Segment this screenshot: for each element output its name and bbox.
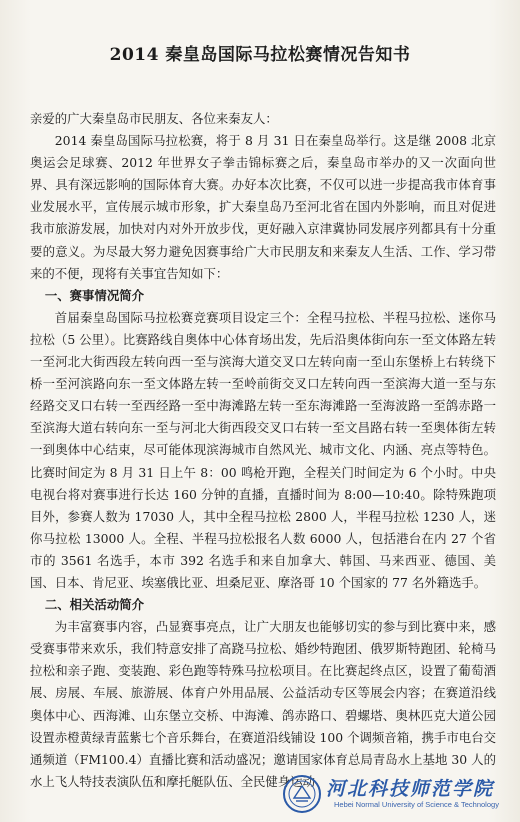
document-body [30, 108, 496, 793]
salutation: 亲爱的广大秦皇岛市民朋友、各位来秦友人： [30, 111, 278, 126]
university-seal-icon [282, 774, 322, 814]
intro-paragraph: 2014 秦皇岛国际马拉松赛，将于 8 月 31 日在秦皇岛举行。这是继 2008 北京奥运会足球赛、2012 年世界女子拳击锦标赛之后，秦皇岛市举办的又一次面向世界、具有深远影响的国际体育大赛。办好本次比赛，不仅可以进一步提高我市体育事业发展水平，宣传展示城市形象，扩大秦皇岛乃至河北省在国内外影响，而且对促进我市旅游发展，加快对内对外开放步伐，更好融入京津冀协同发展序列都具有十分重要的意义。为尽最大努力避免因赛事给广大市民朋友和来秦友人生活、工作、学习带来的不便，现将有关事宜告知如下： [30, 133, 496, 281]
document-title: 2014 秦皇岛国际马拉松赛情况告知书 [109, 45, 411, 65]
section-body-2: 为丰富赛事内容，凸显赛事亮点，让广大朋友也能够切实的参与到比赛中来，感受赛事带来欢乐，我们特意安排了高跷马拉松、婚纱特跑团、俄罗斯特跑团、轮椅马拉松和亲子跑、变装跑、彩色跑等特殊马拉松项目。在比赛起终点区，设置了葡萄酒展、房展、车展、旅游展、体育户外用品展、公益活动专区等展会内容；在赛道沿线奥体中心、西海滩、山东堡立交桥、中海滩、鸽赤路口、碧螺塔、奥林匹克大道公园设置赤橙黄绿青蓝紫七个音乐舞台，在赛道沿线铺设 100 个调频音箱，携手市电台交通频道（FM100.4）直播比赛和活动盛况；邀请国家体育总局青岛水上基地 30 人的水上飞人特技表演队伍和摩托艇队伍、全民健身运动 [30, 619, 496, 789]
university-name-cn: 河北科技师范学院 [326, 778, 495, 800]
section-body-1: 首届秦皇岛国际马拉松赛竞赛项目设定三个：全程马拉松、半程马拉松、迷你马拉松（5 公里）。比赛路线自奥体中心体育场出发，先后沿奥体街向东一至文体路左转一至河北大街西段左转向西一至与滨海大道交叉口左转向南一至山东堡桥上右转绕下桥一至河滨路向东一至文体路左转一至岭前街交叉口左转向西一至滨海大道一至与东经路交叉口右转一至西经路一至中海滩路左转一至东海滩路一至海波路一至鸽赤路一至滨海大道右转向东一至与河北大街西段交叉口右转一至文昌路右转一至奥体街左转一到奥体中心结束，尽可能体现滨海城市自然风光、城市文化、内涵、亮点等特色。比赛时间定为 8 月 31 日上午 8：00 鸣枪开跑，全程关门时间定为 6 个小时。中央电视台将对赛事进行长达 160 分钟的直播，直播时间为 8:00—10:40。除特殊跑项目外，参赛人数为 17030 人，其中全程马拉松 2800 人，半程马拉松 1230 人，迷你马拉松 13000 人。全程、半程马拉松报名人数 6000 人，包括港台在内 27 个省市的 3561 名选手，本市 392 名选手和来自加拿大、韩国、马来西亚、德国、美国、日本、肯尼亚、埃塞俄比亚、坦桑尼亚、摩洛哥 10 个国家的 77 名外籍选手。 [30, 309, 496, 590]
university-name-en: Hebei Normal University of Science & Technology [334, 800, 499, 809]
section-heading-2: 二、相关活动简介 [44, 597, 144, 613]
section-heading-1: 一、赛事情况简介 [44, 287, 144, 303]
university-logo [282, 772, 518, 820]
